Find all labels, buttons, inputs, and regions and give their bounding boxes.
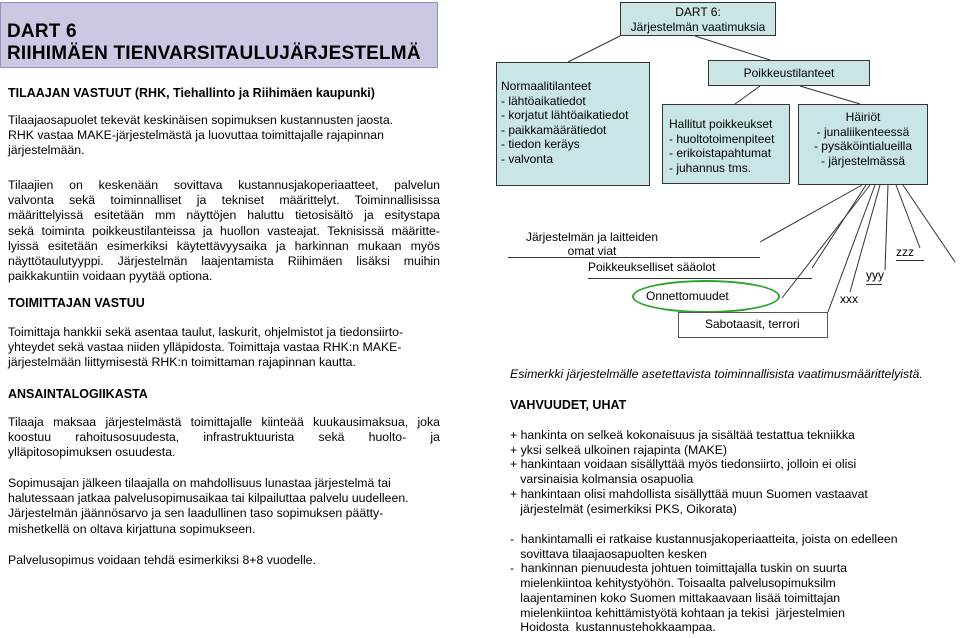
connector-line	[782, 185, 870, 298]
text-line: järjestelmään liittymisestä RHK:n toimittaman rajapinnan kautta.	[8, 355, 356, 370]
threats-list	[510, 532, 898, 635]
laitteiden-viat-label	[508, 230, 676, 258]
diagram-root-box	[620, 2, 776, 36]
text-line: - valvonta	[501, 151, 554, 166]
text-line: Normaalitilanteet	[501, 79, 592, 93]
list-item: + hankintaan olisi mahdollista sisällyttää muun Suomen vastaavat	[510, 486, 868, 501]
connector-line	[568, 36, 620, 62]
yyy-label: yyy	[866, 268, 884, 282]
poikkeukselliset-saaolot-label: Poikkeukselliset sääolot	[588, 260, 716, 274]
connector-line	[800, 86, 860, 104]
hallitut-poikkeukset-box	[662, 104, 790, 184]
text-line: järjestelmään.	[8, 143, 85, 158]
list-item: - hankintamalli ei ratkaise kustannusjakoperiaatteita, joista on edelleen	[510, 532, 898, 546]
list-item: + hankintaan voidaan sisällyttää myös tiedonsiirto, jolloin ei olisi	[510, 457, 857, 472]
connector-line	[695, 36, 770, 60]
text-line: määrittelyissä esitetään mm näyttöjen haluttu tietosisältö ja esitystapa	[8, 208, 440, 223]
text-line: omat viat	[567, 244, 617, 258]
text-line: sekä toiminta poikkeustilanteissa ja huollon vasteajat. Teknisissä määritte-	[8, 223, 440, 238]
text-line: valvonta sekä toiminnalliset ja tekniset määrittelyt. Toiminnallisissa	[8, 193, 440, 208]
diagram-caption: Esimerkki järjestelmälle asetettavista toiminnallisista vaatimusmäärittelyistä.	[510, 367, 923, 381]
list-item: + yksi selkeä ulkoinen rajapinta (MAKE)	[510, 442, 728, 457]
list-item-continuation: laajentaminen koko Suomen mittakaavaan lisää toimittajan	[510, 590, 841, 605]
title-line-1: DART 6	[7, 21, 77, 42]
list-item-continuation: Hoidosta kustannustehokkaampaa.	[510, 620, 716, 635]
text-line: - huoltotoimenpiteet	[669, 131, 775, 146]
zzz-label: zzz	[896, 245, 914, 259]
hairiot-box	[798, 104, 928, 185]
text-line: - lähtöaikatiedot	[501, 93, 586, 108]
list-item-continuation: mielenkiintoa kehitystyöhön. Toisaalta palvelusopimuksilm	[510, 576, 836, 591]
text-line: Tilaajien on keskenään sovittava kustannusjakoperiaatteet, palvelun	[8, 178, 440, 192]
text-line: ylläpitosopimuksen osuudesta.	[8, 445, 176, 460]
text-line: - erikoistapahtumat	[669, 146, 772, 160]
text-line: - paikkamäärätiedot	[501, 122, 607, 137]
title-line-2: RIIHIMÄEN TIENVARSITAULUJÄRJESTELMÄ	[7, 43, 421, 64]
text-line: Toimittaja hankkii sekä asentaa taulut, laskurit, ohjelmistot ja tiedonsiirto-	[8, 325, 404, 339]
xxx-label: xxx	[840, 292, 858, 306]
text-line: mishetkellä on oltava kirjattuna sopimukseen.	[8, 521, 256, 536]
normaalitilanteet-box	[496, 62, 650, 186]
text-line: - tiedon keräys	[501, 137, 580, 151]
ansainta-heading: ANSAINTALOGIIKASTA	[8, 387, 148, 401]
text-line: Hallitut poikkeukset	[669, 117, 773, 131]
connector-line	[896, 185, 920, 248]
text-line: - korjatut lähtöaikatiedot	[501, 108, 629, 122]
text-line: Häiriöt	[845, 110, 881, 124]
underline	[896, 260, 924, 262]
text-line: - pysäköintialueilla	[813, 139, 913, 153]
text-line: halutessaan jatkaa palvelusopimusaikaa tai kilpailuttaa palvelu uudelleen.	[8, 491, 409, 506]
connector-line	[760, 185, 862, 242]
text-line: RHK vastaa MAKE-järjestelmästä ja luovuttaa toimittajalle rajapinnan	[8, 128, 384, 143]
text-line: - junaliikenteessä	[816, 124, 910, 139]
text-line: koostuu rahoitusosuudesta, infrastruktuurista sekä huolto- ja	[8, 430, 440, 445]
list-item-continuation: järjestelmät (esimerkiksi PKS, Oikorata)	[510, 501, 737, 516]
text-line: Järjestelmän jäännösarvo ja sen laadullinen taso sopimuksen päätty-	[8, 506, 384, 521]
text-line: paikkakuntiin voidaan pyytää optiona.	[8, 269, 213, 284]
text-line: Sopimusajan jälkeen tilaajalla on mahdollisuus lunastaa järjestelmä tai	[8, 476, 391, 490]
text-line: yhteydet sekä vastaa niiden ylläpidosta. Toimittaja vastaa RHK:n MAKE-	[8, 340, 402, 355]
toimittajan-heading: TOIMITTAJAN VASTUU	[8, 296, 145, 310]
list-item-continuation: varsinaisia kolmansia osapuolia	[510, 472, 694, 487]
text-line: - järjestelmässä	[820, 153, 906, 168]
list-item-continuation: sovittava tilaajaosapuolten kesken	[510, 546, 707, 561]
connector-line	[885, 185, 888, 270]
underline	[508, 257, 760, 259]
text-line: Tilaajaosapuolet tekevät keskinäisen sopimuksen kustannusten jaosta.	[8, 113, 394, 127]
connector-line	[735, 86, 760, 104]
text-line: Järjestelmän vaatimuksia	[630, 19, 766, 34]
text-line: - juhannus tms.	[669, 160, 752, 175]
underline	[866, 284, 882, 286]
text-line: Palvelusopimus voidaan tehdä esimerkiksi 8+8 vuodelle.	[8, 553, 316, 567]
text-line: DART 6:	[675, 5, 721, 19]
text-line: Poikkeustilanteet	[743, 66, 835, 80]
strengths-list	[510, 428, 868, 516]
text-line: Järjestelmän ja laitteiden	[525, 230, 659, 244]
poikkeustilanteet-box	[708, 60, 870, 86]
list-item: - hankinnan pienuudesta johtuen toimittajalla tuskin on suurta	[510, 561, 848, 576]
list-item: + hankinta on selkeä kokonaisuus ja sisältää testattua tekniikka	[510, 428, 855, 442]
list-item-continuation: mielenkiintoa kehittämistyötä kohtaan ja tekisi järjestelmien	[510, 605, 845, 620]
text-line: näyttötaulutyyppi. Järjestelmän laajentamista Riihimäen lisäksi muihin	[8, 254, 440, 269]
text-line: Tilaaja maksaa järjestelmästä toimittajalle kiinteää kuukausimaksua, joka	[8, 415, 440, 429]
vahvuudet-heading: VAHVUUDET, UHAT	[510, 398, 627, 412]
text-line: Sabotaasit, terrori	[705, 317, 800, 331]
text-line: lyissä esitetään esimerkiksi käytettävyysaika ja harkinnan mukaan myös	[8, 238, 440, 253]
sabotaasit-box	[678, 312, 828, 338]
tilaajan-heading: TILAAJAN VASTUUT (RHK, Tiehallinto ja Riihimäen kaupunki)	[8, 86, 375, 100]
onnettomuudet-label: Onnettomuudet	[646, 289, 729, 303]
